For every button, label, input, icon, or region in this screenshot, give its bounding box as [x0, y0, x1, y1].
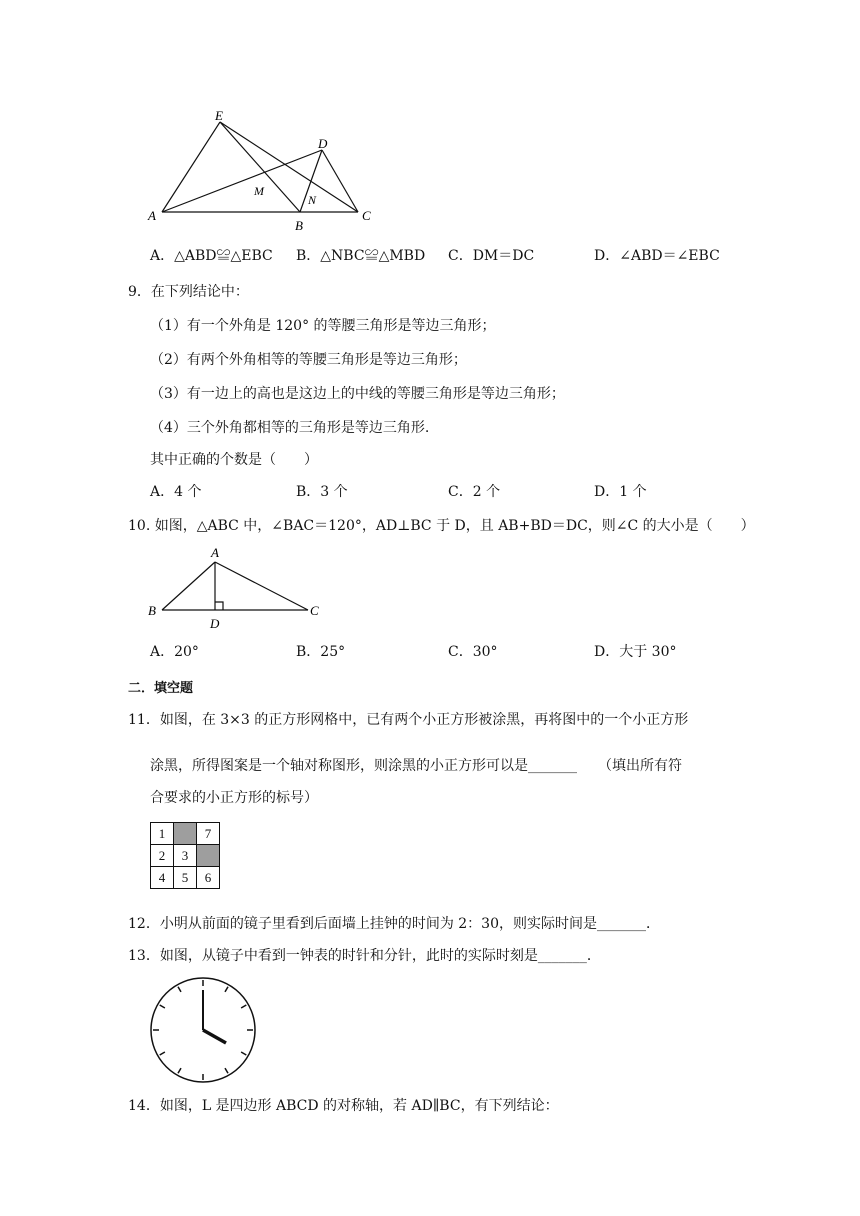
fig8-label-A: A [148, 208, 156, 223]
fig10-label-C: C [310, 603, 319, 618]
q9-item-4: （4）三个外角都相等的三角形是等边三角形. [150, 420, 430, 436]
clock-hour-hand [203, 1030, 226, 1043]
grid-cell-5: 5 [174, 867, 197, 889]
q12-text: 12．小明从前面的镜子里看到后面墙上挂钟的时间为 2：30，则实际时间是_______． [128, 916, 660, 932]
grid-cell-1: 1 [151, 823, 174, 845]
fig8-label-B: B [295, 218, 303, 233]
fig8-label-D: D [318, 136, 328, 151]
q9-option-c: C．2 个 [448, 484, 501, 500]
q11-line-3: 合要求的小正方形的标号） [150, 790, 318, 806]
q8-option-c: C．DM＝DC [448, 248, 535, 264]
q10-option-a: A．20° [150, 644, 199, 660]
q9-item-2: （2）有两个外角相等的等腰三角形是等边三角形； [150, 352, 467, 368]
fig10-label-A: A [211, 545, 219, 560]
fig10-label-D: D [210, 616, 220, 631]
figure-q13-clock [148, 976, 260, 1086]
q14-text: 14．如图，L 是四边形 ABCD 的对称轴，若 AD∥BC，有下列结论： [128, 1098, 559, 1114]
fig8-label-M: M [254, 184, 264, 198]
fig8-label-N: N [308, 193, 317, 207]
grid-cell-7: 7 [197, 823, 220, 845]
q10-stem: 10. 如图，△ABC 中，∠BAC＝120°，AD⊥BC 于 D，且 AB+BD＝DC，则∠C 的大小是（ ） [128, 518, 755, 534]
q9-option-b: B．3 个 [296, 484, 348, 500]
grid-cell-6: 6 [197, 867, 220, 889]
figure-q10-triangle [140, 542, 340, 632]
q13-text: 13．如图，从镜子中看到一钟表的时针和分针，此时的实际时刻是_______． [128, 948, 601, 964]
grid-cell-shaded-middle [197, 845, 220, 867]
q9-item-3: （3）有一边上的高也是这边上的中线的等腰三角形是等边三角形； [150, 386, 565, 402]
q8-option-d: D．∠ABD＝∠EBC [594, 248, 720, 264]
q10-option-c: C．30° [448, 644, 498, 660]
q9-question: 其中正确的个数是（ ） [150, 452, 318, 468]
q11-line-1: 11．如图，在 3×3 的正方形网格中，已有两个小正方形被涂黑，再将图中的一个小正方形 [128, 712, 689, 728]
q10-option-d: D．大于 30° [594, 644, 677, 660]
figure-q8-triangles [140, 108, 380, 238]
grid-cell-2: 2 [151, 845, 174, 867]
fig8-label-C: C [362, 208, 371, 223]
q8-option-a: A．△ABD≌△EBC [150, 248, 273, 264]
q8-option-b: B．△NBC≌△MBD [296, 248, 426, 264]
q9-stem: 9．在下列结论中： [128, 284, 249, 300]
q10-option-b: B．25° [296, 644, 346, 660]
section-heading-fill-in: 二．填空题 [128, 681, 194, 696]
q11-line-2: 涂黑，所得图案是一个轴对称图形，则涂黑的小正方形可以是_______ （填出所有符 [150, 758, 682, 774]
grid-cell-shaded-top [174, 823, 197, 845]
q9-item-1: （1）有一个外角是 120° 的等腰三角形是等边三角形； [150, 318, 496, 334]
fig10-label-B: B [148, 603, 156, 618]
q11-grid [150, 822, 220, 889]
fig8-label-E: E [215, 108, 223, 123]
grid-cell-3: 3 [174, 845, 197, 867]
q9-option-a: A．4 个 [150, 484, 202, 500]
grid-cell-4: 4 [151, 867, 174, 889]
q9-option-d: D．1 个 [594, 484, 647, 500]
